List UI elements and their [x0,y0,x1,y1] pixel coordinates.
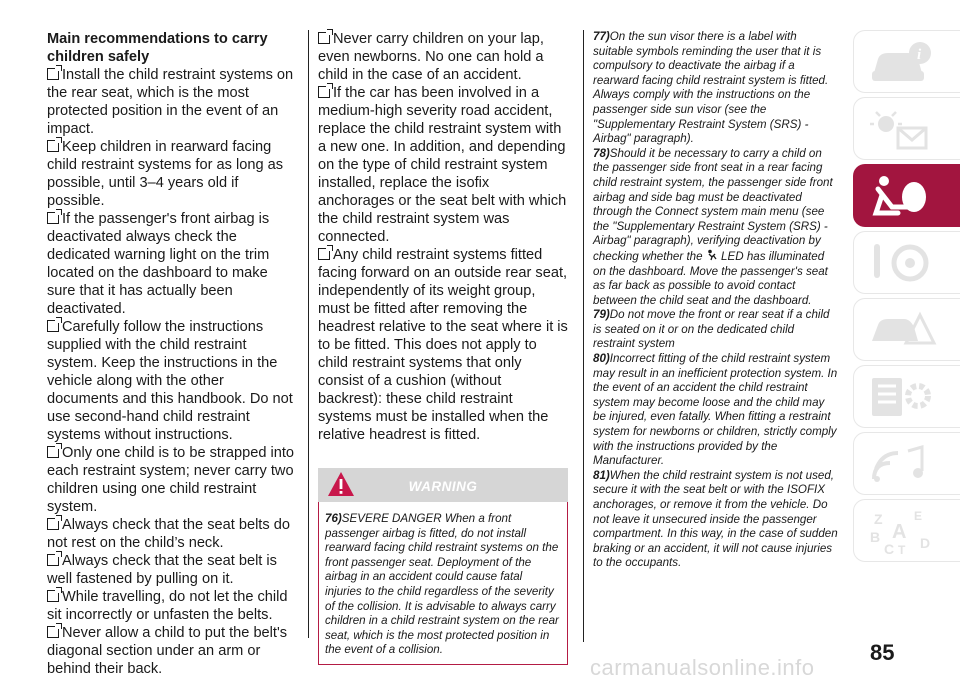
list-item: Always check that the seat belts do not rest on the child’s neck. [47,517,290,551]
column-divider [308,30,309,638]
index-letter: B [870,529,881,545]
warning-box [318,502,568,665]
note-text: SEVERE DANGER When a front passenger airbag is fitted, do not install rearward facing child restraint systems on the front passenger seat. Deployment of the airbag in an accident could cause fatal injuries to the child regardless of the severity of the collision. It is advisable to always carry children in a child restraint system on the rear seat, which is the most protected position in the event of a collision. [325,512,559,657]
warning-header [318,468,568,502]
tab-multimedia[interactable] [853,432,960,495]
warning-title: WARNING [408,479,478,494]
airbag-safety-icon [868,171,938,221]
bullet-icon [318,248,330,260]
list-item: Never carry children on your lap, even newborns. No one can hold a child in the case of an accident. [318,31,544,83]
tab-dashboard-lights[interactable] [853,97,960,160]
bullet-icon [318,32,330,44]
note-item: 79)Do not move the front or rear seat if a child is seated on it or on the dedicated child restraint system [593,308,830,351]
car-breakdown-icon [868,305,938,355]
list-item: Keep children in rearward facing child restraint systems for as long as possible, until 3–4 years old if possible. [47,139,284,209]
index-letter: A [892,521,907,543]
bullet-icon [47,554,59,566]
bullet-icon [47,446,59,458]
list-item: Only one child is to be strapped into each restraint system; never carry two children using one child restraint system. [47,445,295,515]
bullet-icon [47,320,59,332]
note-item: 78)Should it be necessary to carry a child on the passenger side front seat in a rear facing child restraint system, the passenger side front airbag and side bag must be deactivated through the Connect system main menu (see the "Supplementary Restraint System (SRS) - Airbag" paragraph), verifying deactivation by checking whether the LED has illuminated on the dashboard. Move the passenger's seat as far back as possible to avoid contact between the child seat and the dashboard. [593,146,833,307]
section-heading: Main recommendations to carry children safely [47,31,268,65]
dashboard-lights-icon [868,104,938,154]
alphabetical-index-icon [868,506,938,556]
steering-wheel-icon [868,238,938,288]
tab-safety[interactable] [853,164,960,227]
bullet-icon [47,590,59,602]
tab-starting-driving[interactable] [853,231,960,294]
car-info-icon [868,37,938,87]
bullet-icon [47,212,59,224]
bullet-icon [318,86,330,98]
tab-maintenance[interactable] [853,365,960,428]
tab-emergency[interactable] [853,298,960,361]
bullet-icon [47,626,59,638]
index-letter: E [914,509,923,523]
column-1 [47,30,299,678]
column-2 [318,30,568,665]
multimedia-icon [868,439,938,489]
list-item: Install the child restraint systems on the rear seat, which is the most protected position in the event of an impact. [47,67,294,137]
note-item: 81)When the child restraint system is not used, secure it with the seat belt or with the ISOFIX anchorages, or remove it from the vehicle. Do not leave it unsecured inside the passenger compartment. In this way, in the case of sudden braking or an accident, it will not cause injuries to the occupants. [593,468,838,570]
note-number: 76) [325,512,342,525]
page-number: 85 [870,640,895,665]
bullet-icon [47,518,59,530]
list-item: If the passenger's front airbag is deactivated always check the dedicated warning light on the trim located on the dashboard to make sure that it has actually been deactivated. [47,211,270,317]
watermark: carmanualsonline.info [590,655,815,680]
svg-text:i: i [917,47,922,63]
tab-car-info[interactable] [853,30,960,93]
bullet-icon [47,68,59,80]
index-letter: T [898,543,906,556]
index-letter: C [884,541,895,556]
bullet-icon [47,140,59,152]
tab-index[interactable] [853,499,960,562]
column-divider [583,30,584,642]
note-item: 77)On the sun visor there is a label with suitable symbols reminding the user that it is compulsory to deactivate the airbag if a rearward facing child restraint system is fitted. Always comply with the instructions on the passenger side sun visor (see the "Supplementary Restraint System (SRS) - Airbag" paragraph). [593,30,829,146]
maintenance-icon [868,372,938,422]
list-item: If the car has been involved in a medium-high severity road accident, replace the child restraint system with a new one. In addition, and depending on the type of child restraint system installed, replace the isofix anchorages or the seat belt with which the child restraint system was connected. [318,85,567,245]
list-item: Any child restraint systems fitted facing forward on an outside rear seat, independently of its weight group, must be fitted after removing the headrest relative to the seat where it is to be fitted. This does not apply to child restraint systems that only consist of a cushion (without backrest): these child restraint systems must be installed when the relative headrest is fitted. [318,247,568,443]
list-item: Always check that the seat belt is well fastened by pulling on it. [47,553,277,587]
note-item: 80)Incorrect fitting of the child restraint system may result in an inefficient protection system. In the event of an accident the child restraint system may become loose and the child may be injured, even fatally. When fitting a restraint system for newborns or children, strictly comply with the instructions provided by the Manufacturer. [593,352,838,468]
index-letter: Z [874,511,883,527]
list-item: Carefully follow the instructions supplied with the child restraint system. Keep the instructions in the vehicle along with the other documents and this handbook. Do not use second-hand child restraint systems without instructions. [47,319,293,443]
index-letter: D [920,535,931,551]
airbag-off-led-icon [706,249,718,261]
column-3 [593,30,838,571]
list-item: While travelling, do not let the child sit incorrectly or unfasten the belts. [47,589,288,623]
list-item: Never allow a child to put the belt's diagonal section under an arm or behind their back. [47,625,288,677]
